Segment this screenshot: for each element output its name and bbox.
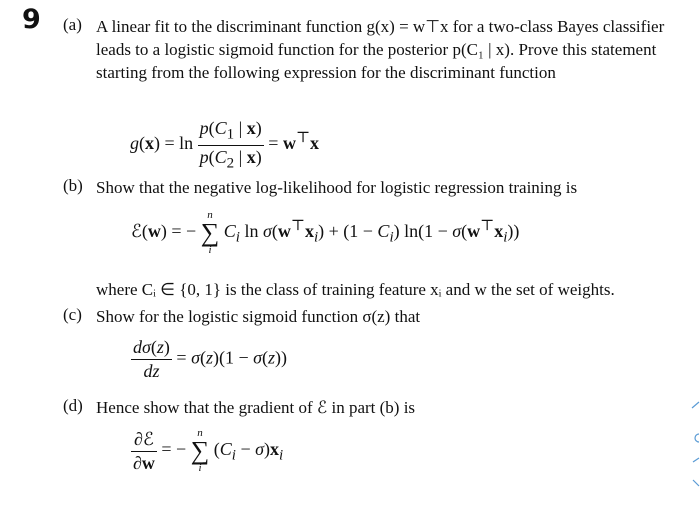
part-b-equation: ℰ(w) = − n ∑ i $C_i$ $\ln \sigma(w^⊤x_i) + (1 - C_i) \ln(1 - \sigma(w^⊤x_i))$ <box>131 209 520 256</box>
part-c-text: Show for the logistic sigmoid function σ(z) that <box>96 307 421 326</box>
question-number: 9 <box>22 4 41 35</box>
part-b-followup: where Cᵢ ∈ {0, 1} is the class of training feature xᵢ and w the set of weights. <box>96 280 615 299</box>
part-b-text: Show that the negative log-likelihood for logistic regression training is <box>96 178 578 197</box>
part-c-label: (c) <box>63 305 82 324</box>
part-b-label: (b) <box>63 176 83 195</box>
part-a-text: A linear fit to the discriminant function g(x) = w⊤x for a two-class Bayes classifier leads to a logistic sigmoid function for the posterior p(C₁ | x). Prove this statement starting from the following expression for the discriminant function <box>96 17 665 82</box>
part-d-text: Hence show that the gradient of ℰ in part (b) is <box>96 398 416 417</box>
part-c-equation: $\frac{d\sigma(z)}{dz}$ = σ(z)(1 − σ(z)) <box>133 337 288 381</box>
part-a-label: (a) <box>63 15 82 34</box>
part-d-equation: $\frac{\text{∂ℰ}}{\partial w}$ = − n ∑ i $(C_i - \sigma)x_i$ <box>133 427 284 474</box>
part-d-label: (d) <box>63 396 83 415</box>
part-a-equation: g(x) = ln $\frac{p(C_1 | x)}{p(C_2 | x)}$ = w⊤x <box>130 118 320 172</box>
margin-annotation-marks <box>690 400 700 490</box>
